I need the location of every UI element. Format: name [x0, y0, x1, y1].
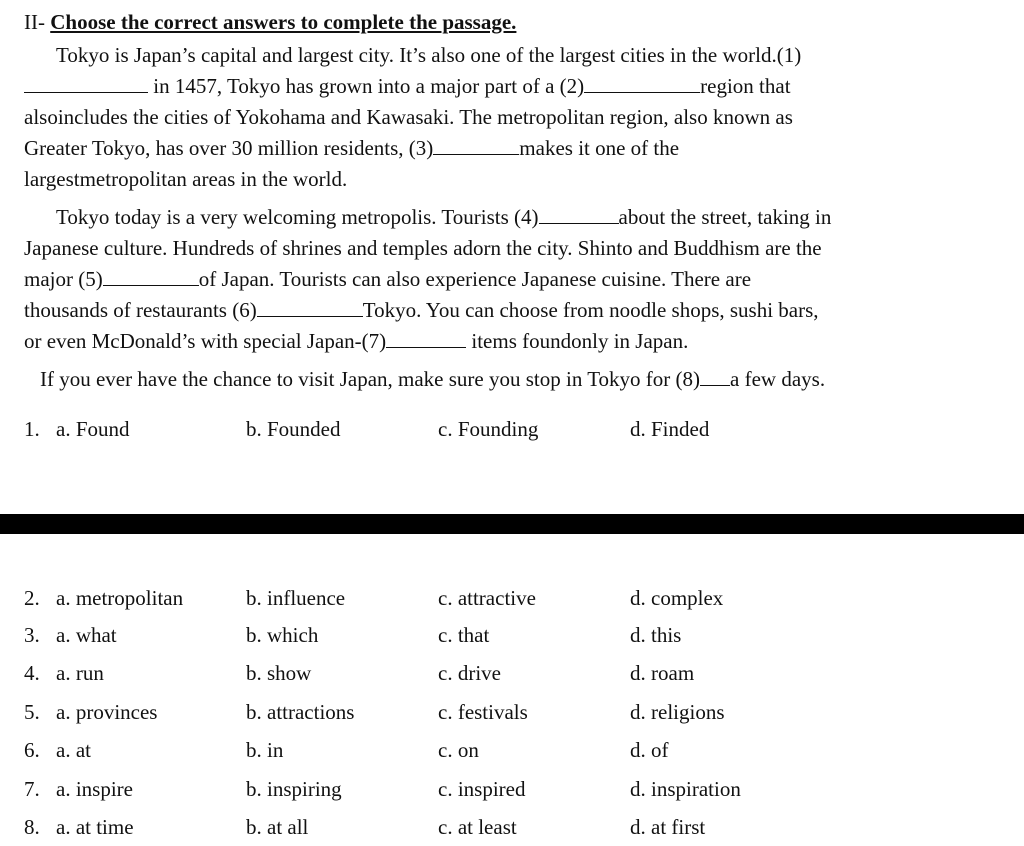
question-number: 8. [24, 815, 40, 839]
option-d[interactable]: d. this [630, 623, 682, 647]
passage-line: or even McDonald’s with special Japan-(7) items foundonly in Japan. [24, 329, 689, 353]
passage-paragraph-3 [24, 364, 1000, 395]
option-b[interactable]: b. show [246, 661, 312, 685]
question-number: 3. [24, 623, 40, 647]
option-d[interactable]: d. complex [630, 586, 724, 610]
blank-3[interactable] [433, 136, 519, 155]
option-c[interactable]: c. attractive [438, 586, 536, 610]
option-b[interactable]: b. inspiring [246, 777, 342, 801]
blank-2[interactable] [584, 74, 700, 93]
page-divider [0, 514, 1024, 534]
passage-line: alsoincludes the cities of Yokohama and Kawasaki. The metropolitan region, also known as [24, 105, 793, 129]
option-b[interactable]: b. influence [246, 586, 346, 610]
option-a[interactable]: a. run [56, 661, 104, 685]
section-number: II- [24, 10, 45, 34]
passage-line: If you ever have the chance to visit Japan, make sure you stop in Tokyo for (8) a few days. [40, 367, 826, 391]
option-a[interactable]: a. what [56, 623, 117, 647]
question-number: 7. [24, 777, 40, 801]
blank-6[interactable] [257, 298, 363, 317]
option-a[interactable]: a. at [56, 738, 91, 762]
passage-paragraph-2 [24, 202, 1000, 357]
option-d[interactable]: d. at first [630, 815, 706, 839]
option-b[interactable]: b. Founded [246, 417, 341, 441]
option-a[interactable]: a. inspire [56, 777, 133, 801]
passage-line: Tokyo is Japan’s capital and largest city. It’s also one of the largest cities in the world.(1) [56, 43, 802, 67]
option-d[interactable]: d. of [630, 738, 669, 762]
option-a[interactable]: a. at time [56, 815, 134, 839]
passage-line: Japanese culture. Hundreds of shrines and temples adorn the city. Shinto and Buddhism are the [24, 236, 822, 260]
option-c[interactable]: c. at least [438, 815, 517, 839]
blank-4[interactable] [539, 205, 619, 224]
passage-line: Greater Tokyo, has over 30 million residents, (3) makes it one of the [24, 136, 680, 160]
question-number: 2. [24, 586, 40, 610]
question-number: 4. [24, 661, 40, 685]
passage-line: thousands of restaurants (6) Tokyo. You can choose from noodle shops, sushi bars, [24, 298, 819, 322]
option-c[interactable]: c. on [438, 738, 479, 762]
question-number: 1. [24, 417, 40, 441]
question-number: 6. [24, 738, 40, 762]
passage-line: Tokyo today is a very welcoming metropolis. Tourists (4) about the street, taking in [56, 205, 832, 229]
blank-8[interactable] [700, 367, 730, 386]
option-a[interactable]: a. Found [56, 417, 130, 441]
option-b[interactable]: b. attractions [246, 700, 355, 724]
option-a[interactable]: a. metropolitan [56, 586, 184, 610]
question-number: 5. [24, 700, 40, 724]
option-b[interactable]: b. at all [246, 815, 309, 839]
blank-1[interactable] [24, 74, 148, 93]
option-c[interactable]: c. festivals [438, 700, 528, 724]
option-a[interactable]: a. provinces [56, 700, 158, 724]
passage-line: largestmetropolitan areas in the world. [24, 167, 348, 191]
option-d[interactable]: d. roam [630, 661, 695, 685]
option-b[interactable]: b. which [246, 623, 319, 647]
option-d[interactable]: d. Finded [630, 417, 710, 441]
option-d[interactable]: d. religions [630, 700, 725, 724]
option-b[interactable]: b. in [246, 738, 284, 762]
section-heading [24, 8, 1000, 36]
option-c[interactable]: c. that [438, 623, 490, 647]
blank-7[interactable] [386, 329, 466, 348]
option-c[interactable]: c. Founding [438, 417, 539, 441]
worksheet [24, 8, 1000, 395]
passage-line: major (5) of Japan. Tourists can also experience Japanese cuisine. There are [24, 267, 752, 291]
section-title: Choose the correct answers to complete the passage. [50, 10, 517, 34]
option-c[interactable]: c. drive [438, 661, 501, 685]
passage-paragraph-1 [24, 40, 1000, 195]
blank-5[interactable] [103, 267, 199, 286]
passage-line: in 1457, Tokyo has grown into a major part of a (2) region that [24, 71, 1000, 102]
option-d[interactable]: d. inspiration [630, 777, 741, 801]
option-c[interactable]: c. inspired [438, 777, 526, 801]
